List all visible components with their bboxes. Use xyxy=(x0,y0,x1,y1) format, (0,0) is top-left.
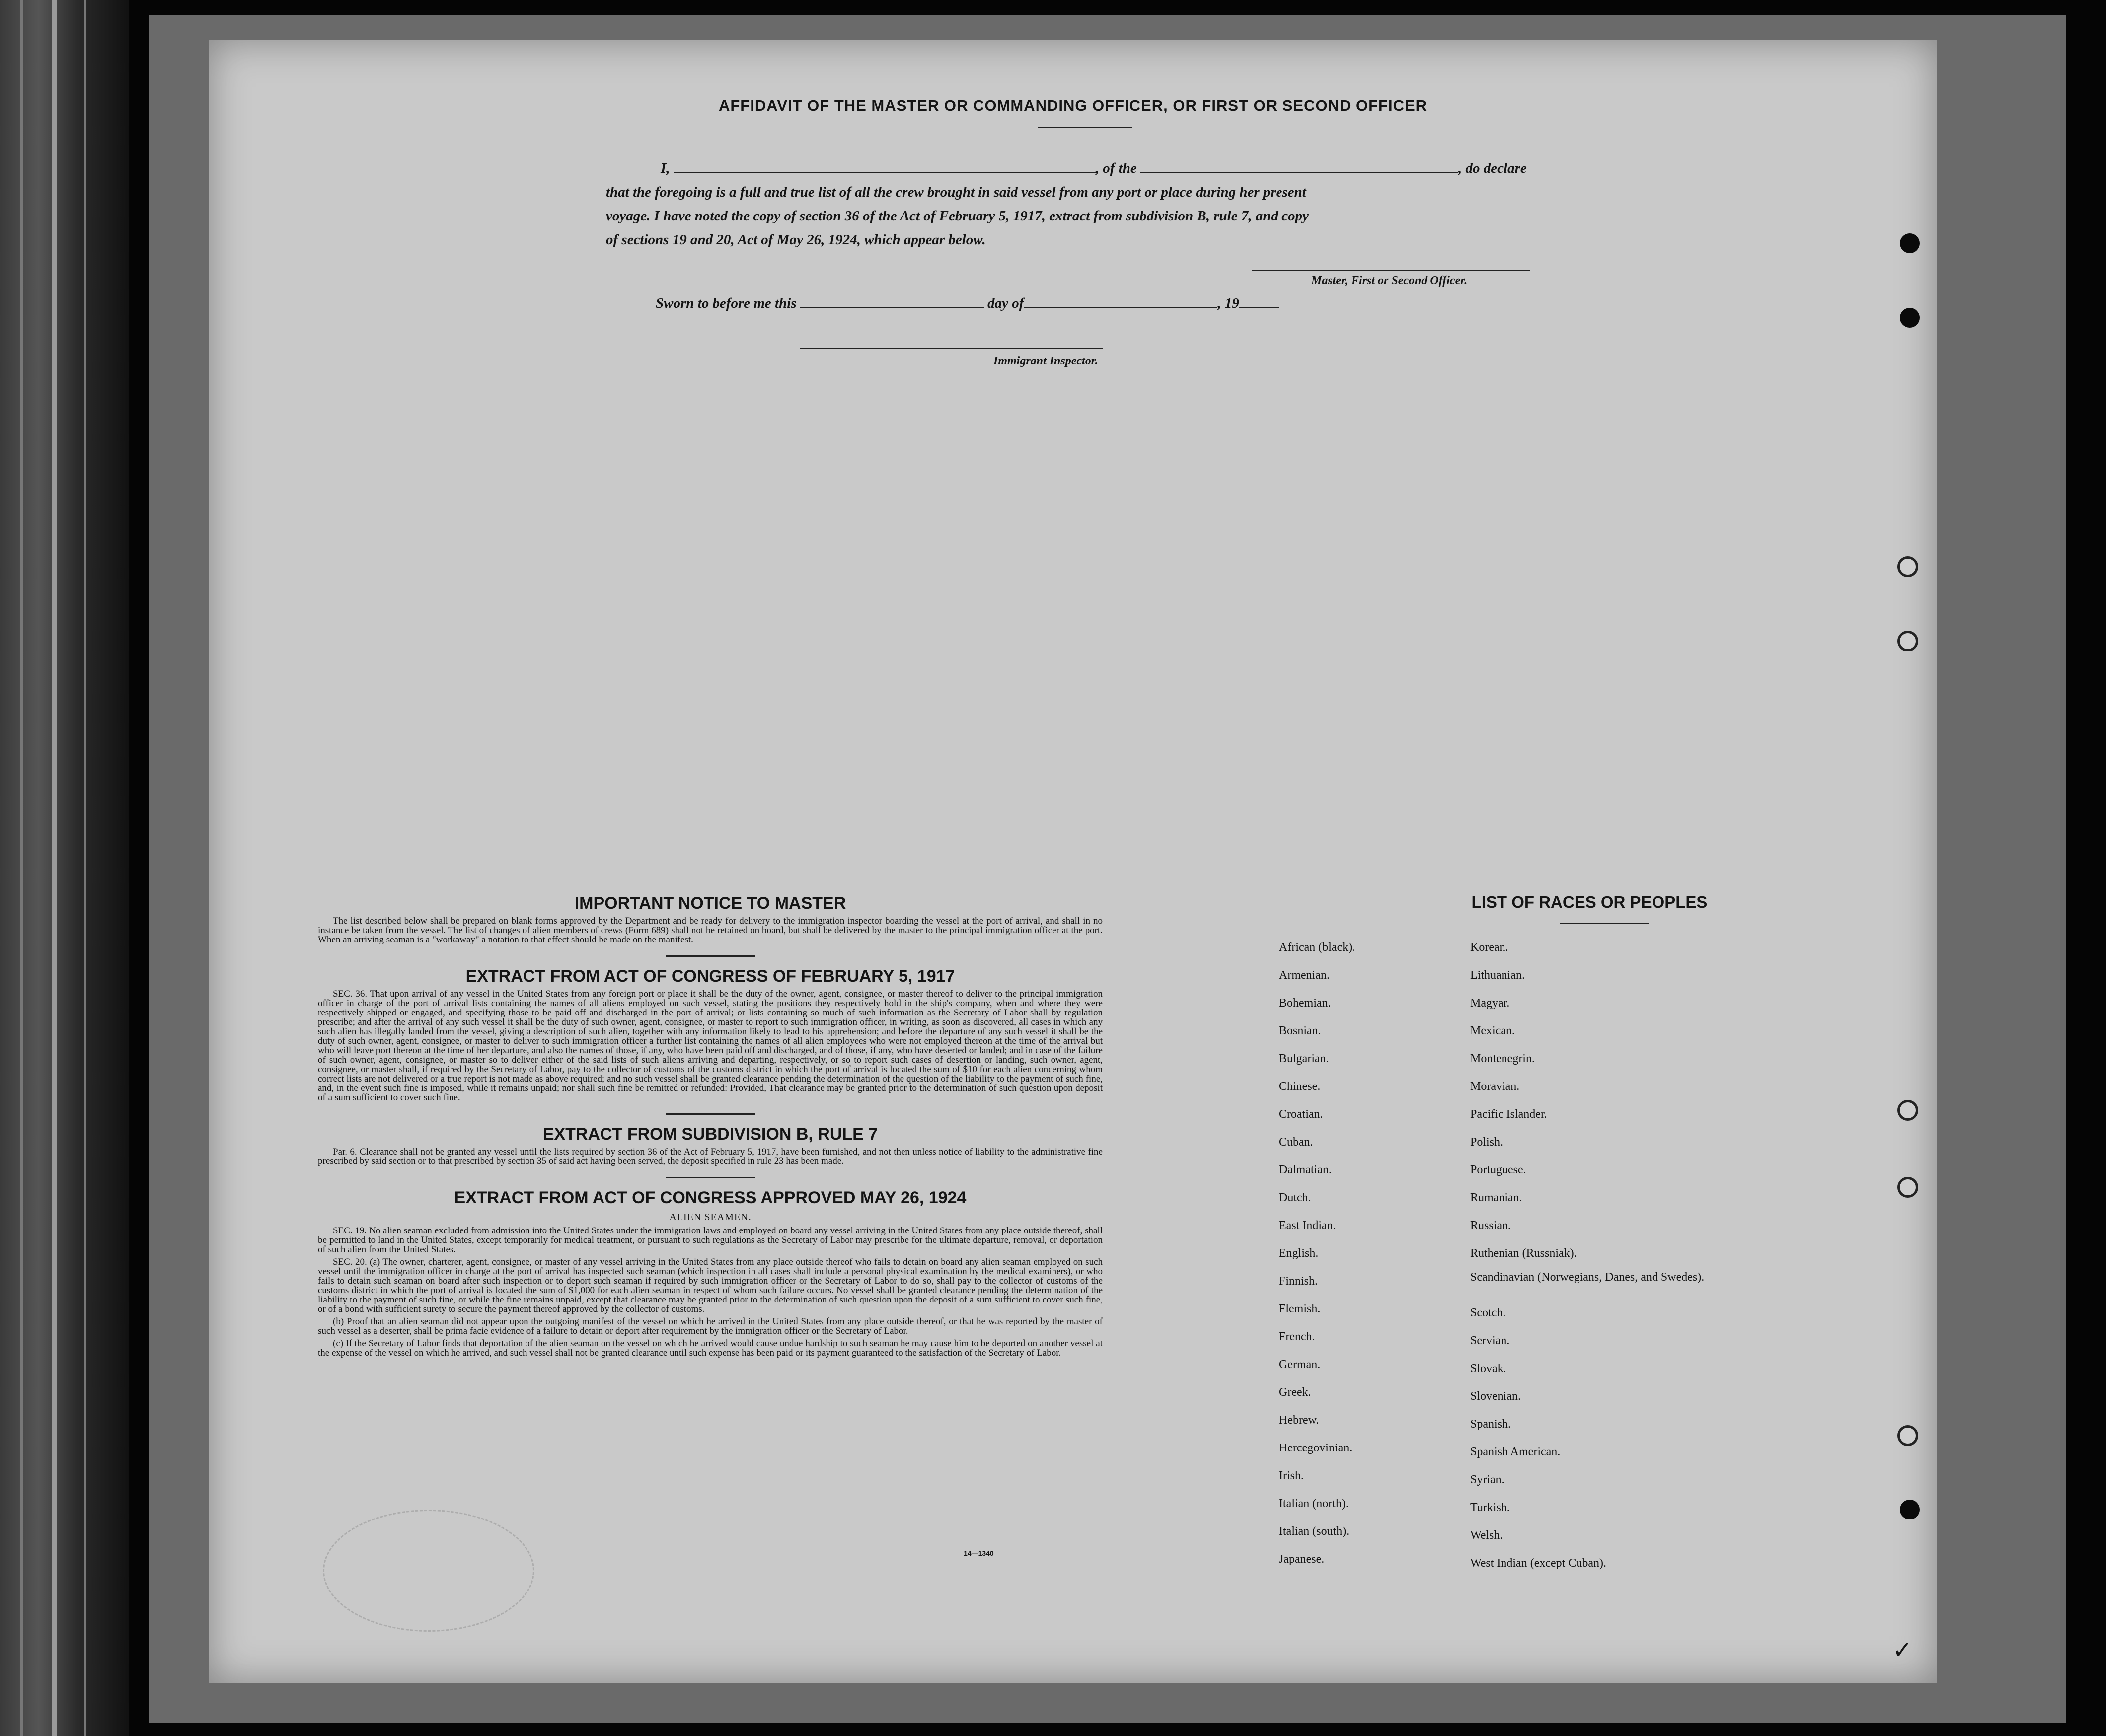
race-item: African (black). xyxy=(1279,941,1355,954)
race-item: Japanese. xyxy=(1279,1553,1325,1566)
race-item: Dalmatian. xyxy=(1279,1163,1332,1176)
race-item: Cuban. xyxy=(1279,1136,1313,1149)
extract-1917-title: EXTRACT FROM ACT OF CONGRESS OF FEBRUARY 5, 1917 xyxy=(465,967,955,986)
extract-1924-sec19: SEC. 19. No alien seaman excluded from admission into the United States under the immigration laws and employed on board any vessel arriving in the United States from any place outside thereof, shall be permitted to land in the United States, except temporarily for medical treatment, or pursuant to such regulations as the Secretary of Labor may prescribe for the ultimate departure, removal, or deportation of such alien from the United States. xyxy=(318,1226,1103,1255)
race-item: Moravian. xyxy=(1470,1080,1520,1093)
notice-text: The list described below shall be prepared on blank forms approved by the Department and be ready for delivery to the immigration inspector boarding the vessel at the port of arrival, and shall in no instance be taken from the vessel. The list of changes of alien members of crews (Form 689) shall not be retained on board, but shall be delivered by the master to the principal immigration officer at the port. When an arriving seaman is a "workaway" a notation to that effect should be made on the manifest. xyxy=(318,916,1103,945)
race-item: Hercegovinian. xyxy=(1279,1442,1353,1454)
race-item: Italian (south). xyxy=(1279,1525,1350,1538)
binder-strip xyxy=(0,0,129,1736)
race-item: Finnish. xyxy=(1279,1275,1318,1288)
races-title-rule xyxy=(1560,923,1649,924)
vessel-name-blank[interactable] xyxy=(1140,158,1458,173)
race-item: West Indian (except Cuban). xyxy=(1470,1557,1606,1570)
check-mark: ✓ xyxy=(1892,1637,1913,1664)
inspector-label: Immigrant Inspector. xyxy=(993,355,1098,367)
race-item: Polish. xyxy=(1470,1136,1504,1149)
section-rule xyxy=(666,955,755,957)
master-signature-line[interactable] xyxy=(1252,270,1530,271)
affidavit-line-2: that the foregoing is a full and true list of all the crew brought in said vessel from any port or place during her present xyxy=(606,184,1306,200)
race-item: Bosnian. xyxy=(1279,1024,1321,1037)
races-title: LIST OF RACES OR PEOPLES xyxy=(1471,893,1708,911)
race-item: Syrian. xyxy=(1470,1473,1504,1486)
race-item: Hebrew. xyxy=(1279,1414,1319,1427)
race-item: Rumanian. xyxy=(1470,1191,1522,1204)
races-list-right xyxy=(1470,934,1704,1577)
race-item: Bohemian. xyxy=(1279,997,1331,1010)
race-item: Lithuanian. xyxy=(1470,969,1525,982)
race-item: Servian. xyxy=(1470,1334,1510,1347)
race-item: Bulgarian. xyxy=(1279,1052,1329,1065)
manifest-back-page xyxy=(209,40,1937,1683)
race-item: Welsh. xyxy=(1470,1529,1503,1542)
sworn-prefix: Sworn to before me this xyxy=(656,295,797,311)
race-item: Flemish. xyxy=(1279,1302,1321,1315)
punch-hole xyxy=(1900,1500,1920,1519)
punch-hole xyxy=(1897,1100,1918,1121)
extract-1917-sec36: SEC. 36. That upon arrival of any vessel in the United States from any foreign port or place it shall be the duty of the owner, agent, consignee, or master thereof to deliver to the principal immigration officer in charge of the port of arrival lists containing the names of all aliens employed on such vessel, stating the positions they respectively hold in the ship's company, when and where they were respectively shipped or engaged, and specifying those to be paid off and discharged in the port of arrival; or lists containing so much of such information as the Secretary of Labor shall by regulation prescribe; and after the arrival of any such vessel it shall be the duty of such owner, agent, consignee, or master to report to such immigration officer, in writing, as soon as discovered, all cases in which any such alien has illegally landed from the vessel, giving a description of such alien, together with any information likely to lead to his apprehension; and before the departure of any such vessel it shall be the duty of such owner, agent, consignee, or master to deliver to such immigration officer a further list containing the names of all alien employees who were not employed thereon at the time of the arrival but who will leave port thereon at the time of her departure, and also the names of those, if any, who have been paid off and discharged, and of those, if any, who have deserted or landed; and in case of the failure of such owner, agent, consignee, or master so to deliver either of the said lists of such aliens arriving and departing, respectively, or so to report such cases of desertion or landing, such owner, agent, consignee, or master shall, if required by the Secretary of Labor, pay to the collector of customs of the customs district in which the port of arrival is located the sum of $10 for each alien concerning whom correct lists are not delivered or a true report is not made as above required; and no such vessel shall be granted clearance pending the determination of the question of the liability to the payment of such fine, and, in the event such fine is imposed, while it remains unpaid; nor shall such fine be remitted or refunded: Provided, That clearance may be granted prior to the determination of such question upon deposit of a sum sufficient to cover such fine. xyxy=(318,989,1103,1103)
embossed-seal xyxy=(323,1510,534,1632)
race-item: Mexican. xyxy=(1470,1024,1515,1037)
race-item: Turkish. xyxy=(1470,1501,1510,1514)
notice-title: IMPORTANT NOTICE TO MASTER xyxy=(574,894,846,913)
section-rule xyxy=(666,1177,755,1178)
punch-hole xyxy=(1897,556,1918,577)
race-item: Greek. xyxy=(1279,1386,1311,1399)
affidavit-line-3: voyage. I have noted the copy of section 36 of the Act of February 5, 1917, extract from subdivision B, rule 7, and copy xyxy=(606,208,1309,224)
legal-extracts xyxy=(308,894,1113,1358)
race-item: Italian (north). xyxy=(1279,1497,1349,1510)
sworn-line xyxy=(656,293,1279,312)
punch-hole xyxy=(1897,1177,1918,1198)
sworn-year-blank[interactable] xyxy=(1239,293,1279,308)
punch-hole xyxy=(1900,233,1920,253)
race-item: Russian. xyxy=(1470,1219,1511,1232)
race-item: German. xyxy=(1279,1358,1321,1371)
form-number: 14—1340 xyxy=(964,1549,994,1557)
punch-hole xyxy=(1900,308,1920,328)
alien-seamen-subtitle: ALIEN SEAMEN. xyxy=(669,1212,752,1223)
master-name-blank[interactable] xyxy=(674,158,1096,173)
rule7-text: Par. 6. Clearance shall not be granted any vessel until the lists required by section 36 of the Act of February 5, 1917, have been furnished, and not then unless notice of liability to the administrative fine prescribed by said section or to that prescribed by section 35 of said act having been served, the deposit specified in rule 23 has been made. xyxy=(318,1147,1103,1166)
extract-1924-sec20a: SEC. 20. (a) The owner, charterer, agent, consignee, or master of any vessel arriving in the United States from any place outside thereof who fails to detain on board any alien seaman employed on such vessel until the immigration officer in charge at the port of arrival has inspected such seaman (which inspection in all cases shall include a personal physical examination by the medical examiners), or who fails to detain such seaman on board after such inspection or to deport such seaman if required by such immigration officer or the Secretary of Labor to do so, shall pay to the collector of customs of the customs district in which the port of arrival is located the sum of $1,000 for each alien seaman in respect of whom such failure occurs. No vessel shall be granted clearance pending the determination of the liability to the payment of such fine, or while the fine remains unpaid, except that clearance may be granted prior to the determination of such question upon the deposit of a sum sufficient to cover such fine, or of a bond with sufficient surety to secure the payment thereof approved by the collector of customs. xyxy=(318,1257,1103,1314)
race-item: Armenian. xyxy=(1279,969,1330,982)
race-item: Magyar. xyxy=(1470,997,1510,1010)
race-item: Slovak. xyxy=(1470,1362,1506,1375)
race-item: English. xyxy=(1279,1247,1319,1260)
affidavit-title: AFFIDAVIT OF THE MASTER OR COMMANDING OFFICER, OR FIRST OR SECOND OFFICER xyxy=(718,97,1428,114)
race-item: Slovenian. xyxy=(1470,1390,1521,1403)
race-item: Chinese. xyxy=(1279,1080,1321,1093)
race-item: Spanish. xyxy=(1470,1418,1511,1431)
extract-1924-sec20b: (b) Proof that an alien seaman did not appear upon the outgoing manifest of the vessel on which he arrived in the United States from any place outside thereof, or that he was reported by the master of such vessel as a deserter, shall be prima facie evidence of a failure to detain or deport after requirement by the immigration officer or the Secretary of Labor. xyxy=(318,1316,1103,1336)
affidavit-do-declare: , do declare xyxy=(1458,160,1527,176)
rule7-title: EXTRACT FROM SUBDIVISION B, RULE 7 xyxy=(542,1125,878,1144)
race-item: Pacific Islander. xyxy=(1470,1108,1547,1121)
master-signature-label: Master, First or Second Officer. xyxy=(1311,274,1468,287)
sworn-date-blank[interactable] xyxy=(800,293,984,308)
sworn-day-of: day of xyxy=(987,295,1024,311)
affidavit-line-4: of sections 19 and 20, Act of May 26, 1924, which appear below. xyxy=(606,232,986,248)
race-item: French. xyxy=(1279,1330,1315,1343)
sworn-month-blank[interactable] xyxy=(1024,293,1217,308)
race-item: East Indian. xyxy=(1279,1219,1336,1232)
race-item: Portuguese. xyxy=(1470,1163,1526,1176)
sworn-year-prefix: , 19 xyxy=(1217,295,1239,311)
punch-hole xyxy=(1897,631,1918,651)
race-item: Spanish American. xyxy=(1470,1446,1561,1458)
race-item: Irish. xyxy=(1279,1469,1304,1482)
race-item: Dutch. xyxy=(1279,1191,1311,1204)
title-rule xyxy=(1038,127,1132,128)
affidavit-body xyxy=(606,156,1589,252)
section-rule xyxy=(666,1113,755,1115)
race-item: Ruthenian (Russniak). xyxy=(1470,1247,1577,1260)
race-item: Montenegrin. xyxy=(1470,1052,1535,1065)
race-item: Korean. xyxy=(1470,941,1508,954)
races-list-left xyxy=(1279,934,1355,1573)
affidavit-line-1 xyxy=(606,156,1589,180)
extract-1924-sec20c: (c) If the Secretary of Labor finds that deportation of the alien seaman on the vessel on which he arrived would cause undue hardship to such seaman he may cause him to be deported on another vessel at the expense of the vessel on which he arrived, and such vessel shall not be granted clearance until such expense has been paid or its payment guaranteed to the satisfaction of the Secretary of Labor. xyxy=(318,1338,1103,1358)
affidavit-of-the: , of the xyxy=(1095,160,1137,176)
affidavit-i: I, xyxy=(661,160,670,176)
extract-1924-title: EXTRACT FROM ACT OF CONGRESS APPROVED MAY 26, 1924 xyxy=(454,1188,967,1207)
race-item: Scandinavian (Norwegians, Danes, and Swedes). xyxy=(1470,1271,1705,1284)
race-item: Scotch. xyxy=(1470,1306,1506,1319)
race-item: Croatian. xyxy=(1279,1108,1323,1121)
punch-hole xyxy=(1897,1425,1918,1446)
inspector-signature-line[interactable] xyxy=(800,348,1103,349)
